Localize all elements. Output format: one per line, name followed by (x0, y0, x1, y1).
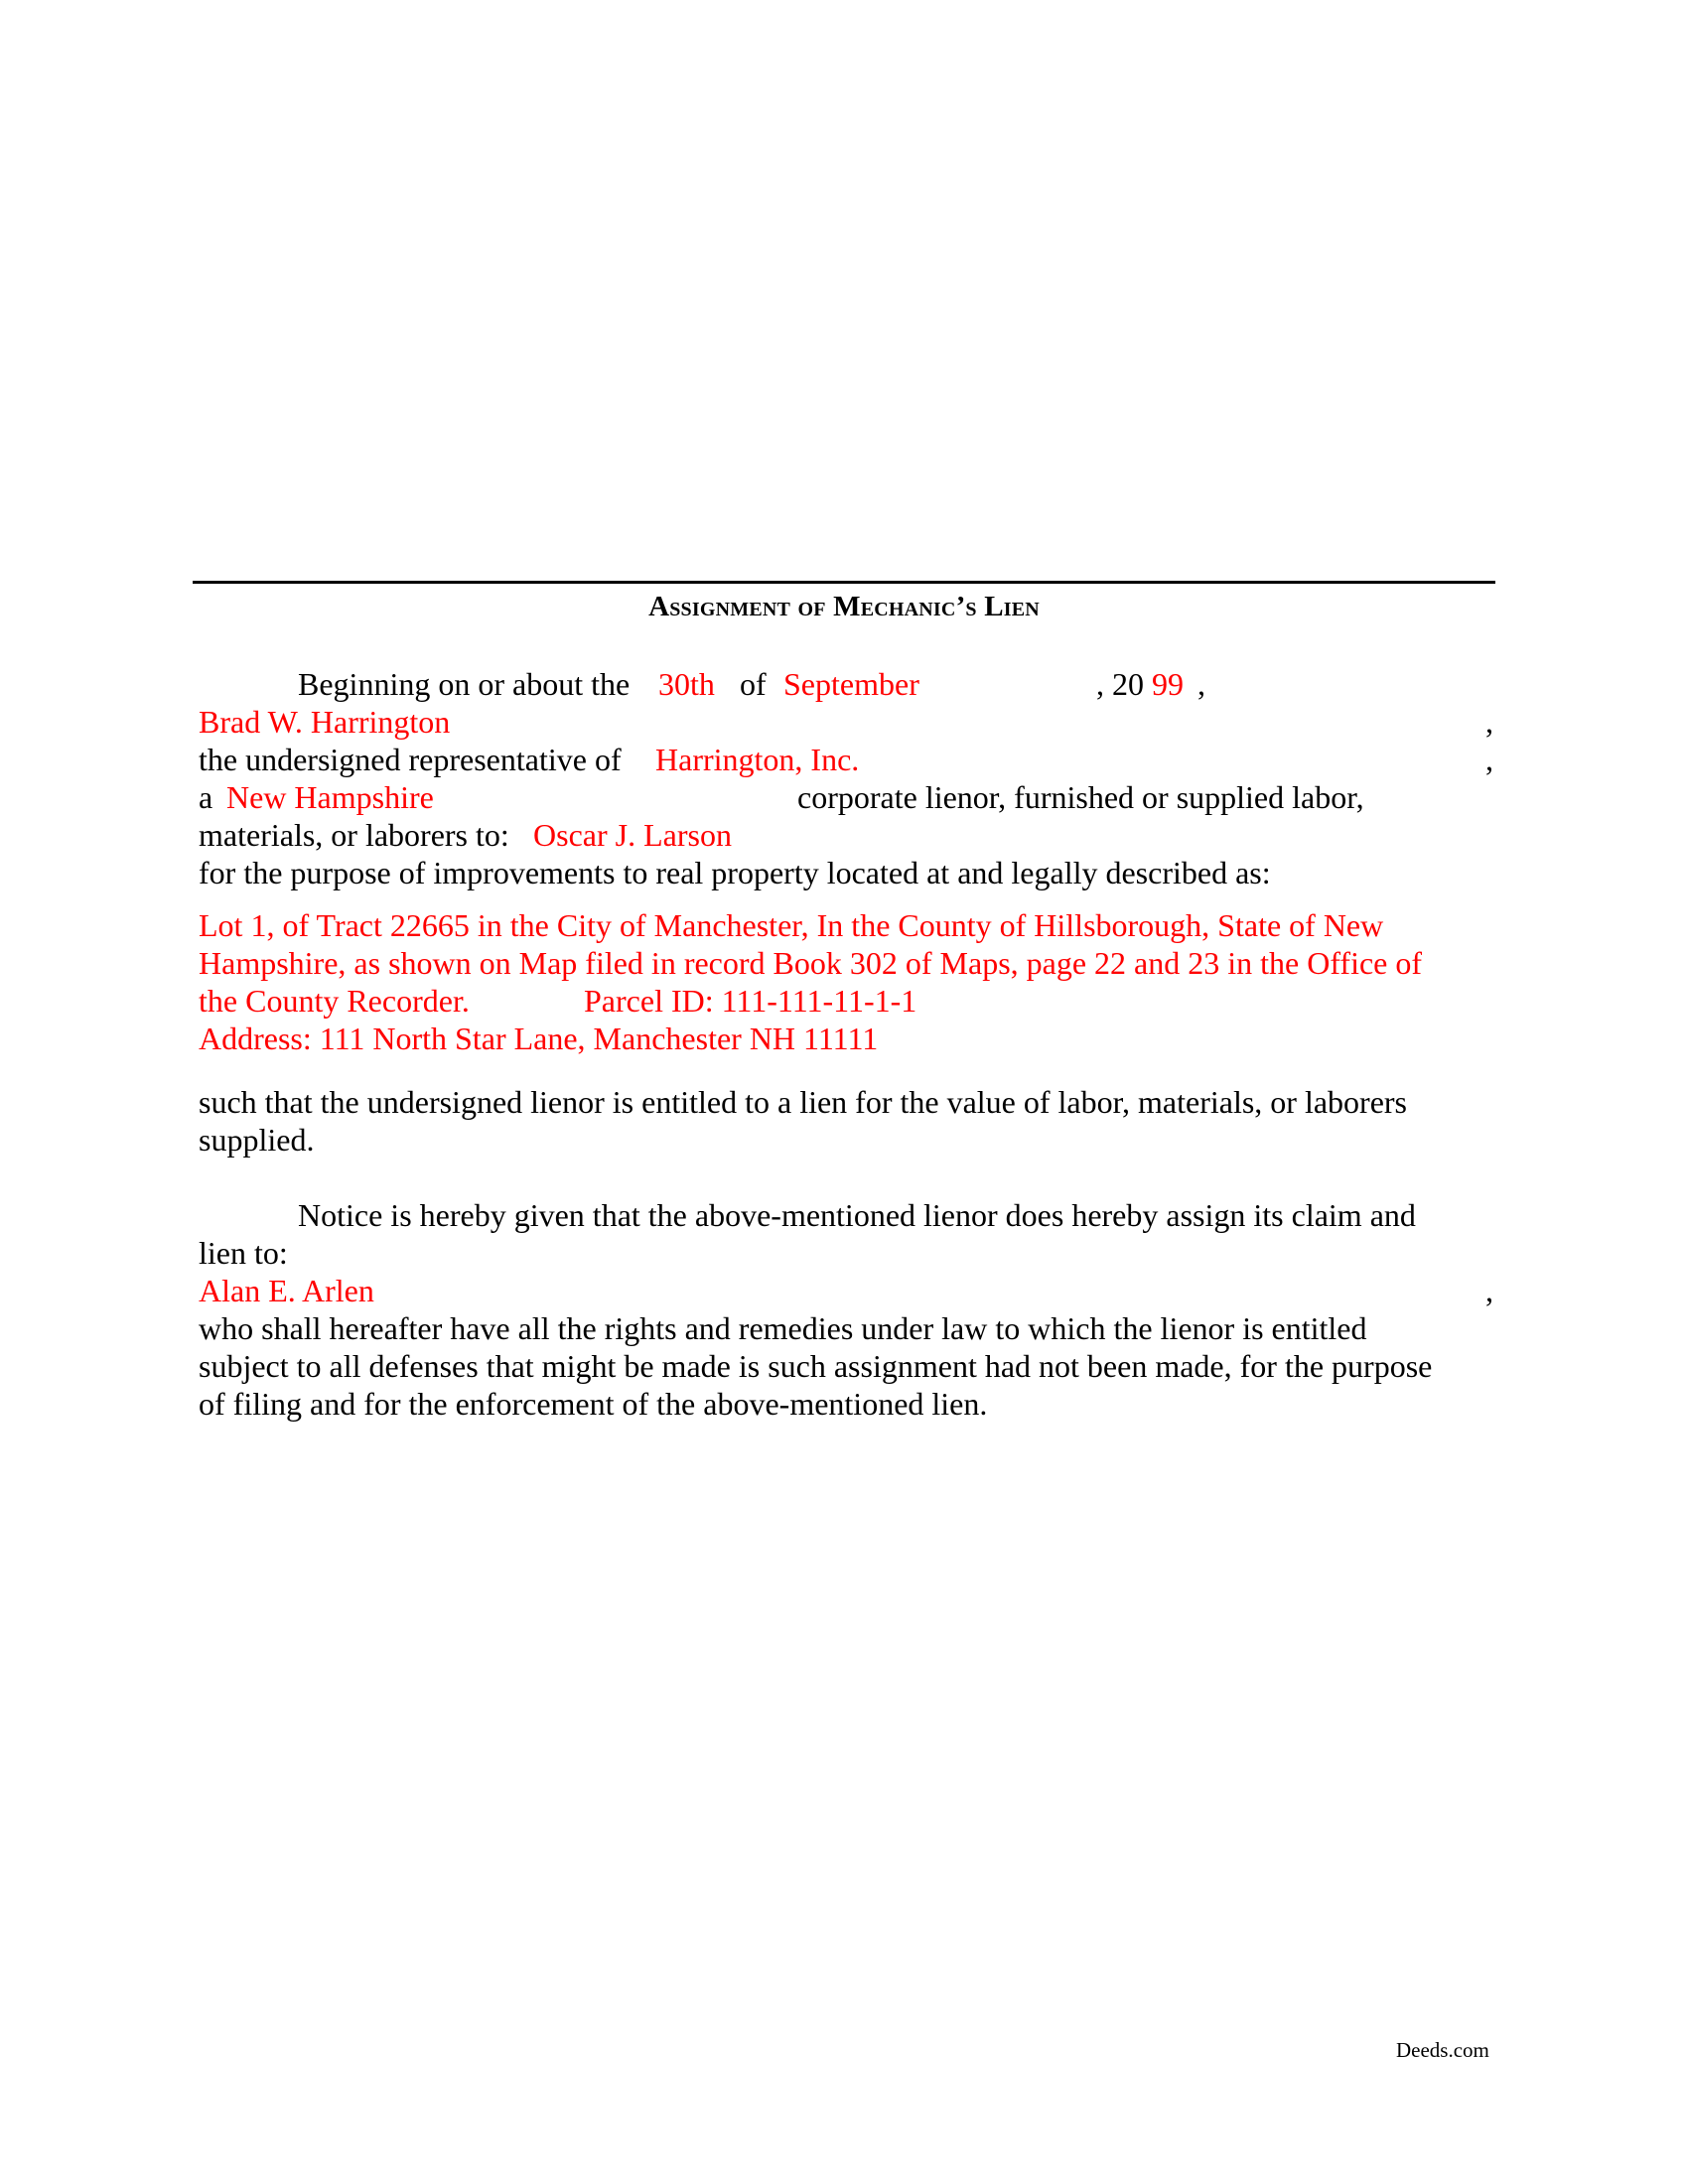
day-field: 30th (658, 666, 715, 702)
assignee-field: Alan E. Arlen (199, 1273, 374, 1308)
materials-text: materials, or laborers to: (199, 817, 509, 853)
month-field: September (783, 666, 919, 702)
year-field: 99 (1152, 666, 1184, 702)
lienor-name-comma: , (1485, 704, 1493, 740)
legal-description-line-1: Lot 1, of Tract 22665 in the City of Manchester, In the County of Hillsborough, State of New (199, 907, 1384, 943)
purpose-text: for the purpose of improvements to real property located at and legally described as: (199, 855, 1271, 890)
entitlement-text-line-2: supplied. (199, 1122, 315, 1158)
parcel-id-field: Parcel ID: 111-111-11-1-1 (584, 983, 917, 1019)
corporate-lienor-text: corporate lienor, furnished or supplied labor, (797, 779, 1364, 815)
legal-description-line-3: the County Recorder. (199, 983, 470, 1019)
legal-description-line-2: Hampshire, as shown on Map filed in record Book 302 of Maps, page 22 and 23 in the Office of (199, 945, 1423, 981)
notice-text-line-2: lien to: (199, 1235, 288, 1271)
intro-text: Beginning on or about the (298, 666, 631, 702)
notice-text-line-1: Notice is hereby given that the above-mentioned lienor does hereby assign its claim and (298, 1197, 1416, 1233)
entitlement-text-line-1: such that the undersigned lienor is entitled to a lien for the value of labor, materials, or laborers (199, 1084, 1407, 1120)
lienor-name-field: Brad W. Harrington (199, 704, 451, 740)
of-text: of (740, 666, 767, 702)
rights-text-line-3: of filing and for the enforcement of the above-mentioned lien. (199, 1386, 988, 1422)
article-a: a (199, 779, 213, 815)
title-rule (193, 581, 1495, 584)
rights-text-line-1: who shall hereafter have all the rights and remedies under law to which the lienor is entitled (199, 1310, 1367, 1346)
year-prefix: , 20 (1096, 666, 1144, 702)
document-title: Assignment of Mechanic’s Lien (648, 591, 1040, 622)
year-comma: , (1197, 666, 1205, 702)
footer-brand: Deeds.com (1396, 2038, 1489, 2062)
representative-text: the undersigned representative of (199, 742, 622, 777)
rights-text-line-2: subject to all defenses that might be made is such assignment had not been made, for the purpose (199, 1348, 1433, 1384)
company-field: Harrington, Inc. (655, 742, 860, 777)
company-comma: , (1485, 742, 1493, 777)
owner-field: Oscar J. Larson (533, 817, 732, 853)
assignee-comma: , (1485, 1273, 1493, 1308)
address-field: Address: 111 North Star Lane, Manchester NH 11111 (199, 1021, 879, 1056)
state-field: New Hampshire (226, 779, 434, 815)
